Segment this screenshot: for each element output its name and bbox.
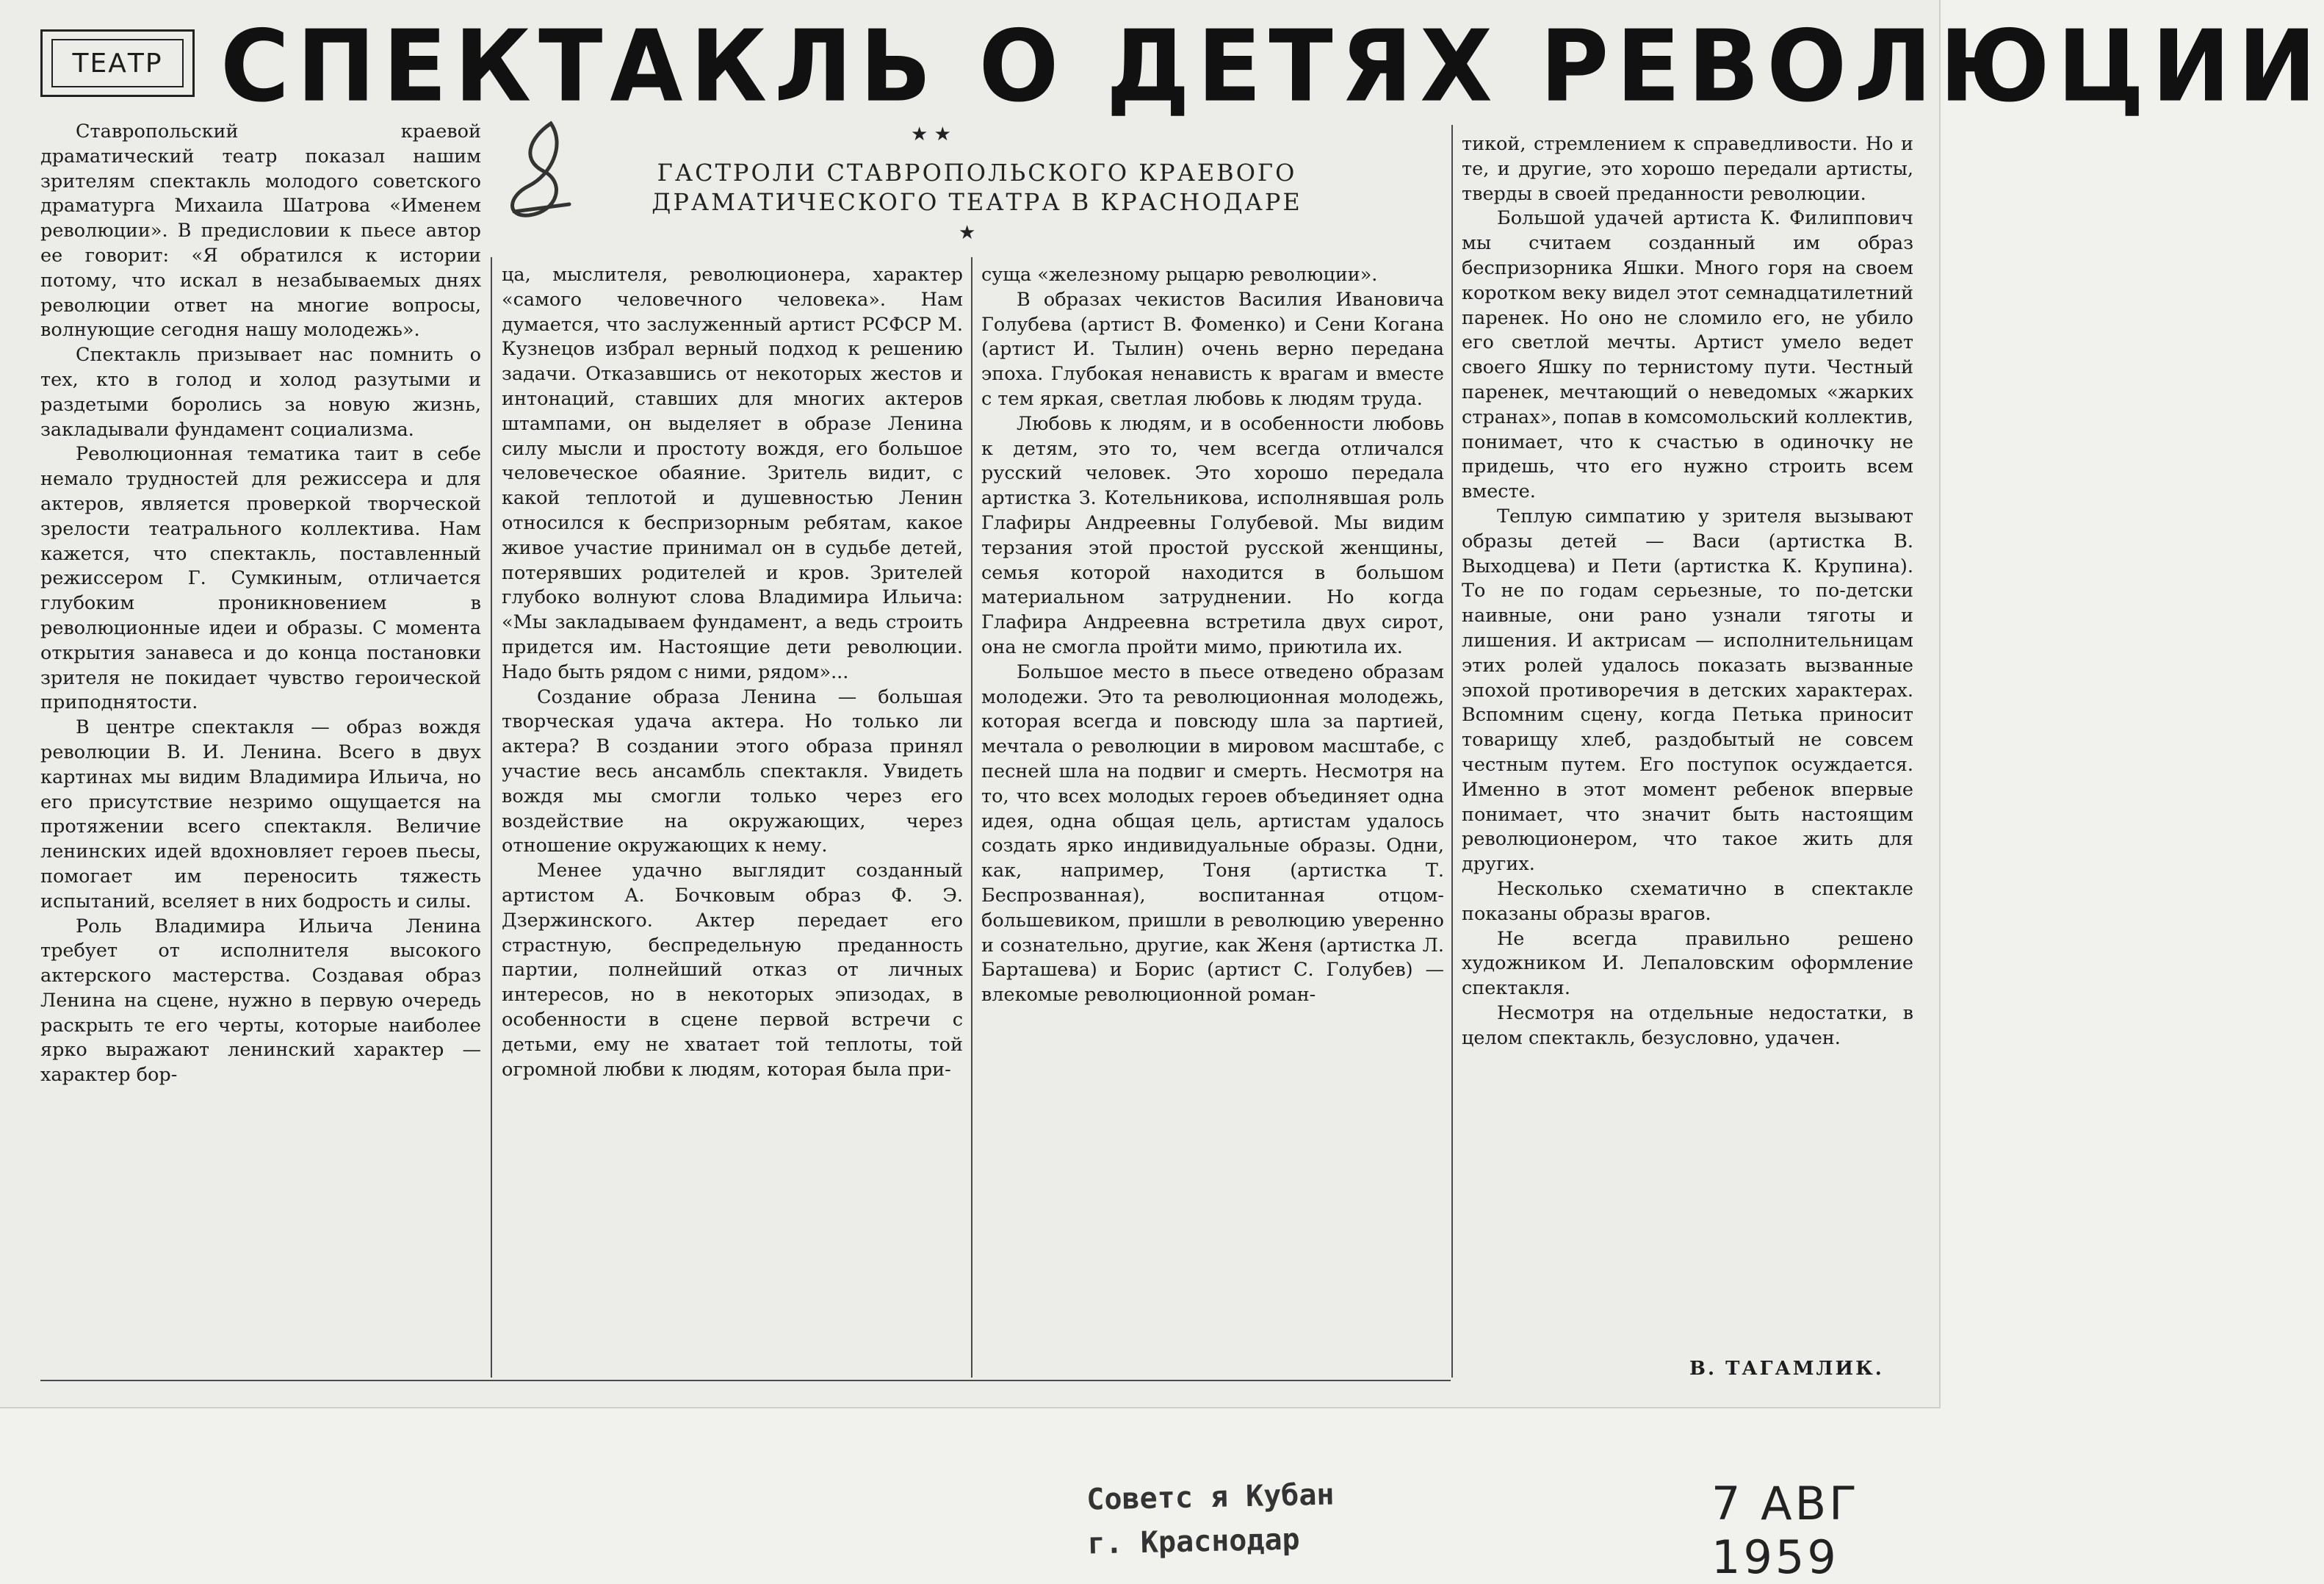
paragraph: Менее удачно выглядит созданный артистом А. Бочковым образ Ф. Э. Дзержинского. Актер передает его страстную, беспредельную преданность партии, полнейший отказ от личных интересов, но в некоторых эпизодах, в особенности в сцене первой встречи с детьми, ему не хватает той теплоты, той огромной любви к людям, которая была при- bbox=[502, 860, 963, 1081]
rubric-label: ТЕАТР bbox=[51, 39, 184, 87]
paragraph: В центре спектакля — образ вождя революции В. И. Ленина. Всего в двух картинах мы видим Владимира Ильича, но его присутствие незримо ощущается на протяжении всего спектакля. Величие ленинских идей вдохновляет героев пьесы, помогает им переносить тяжесть испытаний, вселяет в них бодрость и силы. bbox=[40, 716, 481, 912]
column-3 bbox=[981, 263, 1444, 1008]
column-2 bbox=[502, 263, 963, 1082]
paragraph: Большое место в пьесе отведено образам молодежи. Это та революционная молодежь, которая всегда и повсюду шла за партией, мечтала о революции в мировом масштабе, с песней шла на подвиг и смерть. Несмотря на то, что всех молодых героев объединяет одна идея, одна общая цель, артистам удалось создать ярко индивидуальные образы. Одни, как, например, Тоня (артистка Т. Беспрозванная), воспитанная отцом-большевиком, пришли в революцию уверенно и сознательно, другие, как Женя (артистка Л. Барташева) и Борис (артист С. Голубев) — влекомые революционной роман- bbox=[981, 660, 1444, 1007]
paragraph: тикой, стремлением к справедливости. Но и те, и другие, это хорошо передали артисты, тверды в своей преданности революции. bbox=[1462, 133, 1913, 205]
paragraph: Большой удачей артиста К. Филиппович мы считаем созданный им образ беспризорника Яшки. Много горя на своем коротком веку видел этот семнадцатилетний паренек. Но оно не сломило его, не убило его светлой мечты. Артист умело ведет своего Яшку по тернистому пути. Честный паренек, мечтающий о неведомых «жарких странах», попав в комсомольский коллектив, понимает, что к счастью в одиночку не придешь, что его нужно строить всем вместе. bbox=[1462, 207, 1913, 503]
star-ornament-bottom: ★ bbox=[959, 222, 976, 244]
paragraph: Создание образа Ленина — большая творческая удача актера. Но только ли актера? В создании этого образа принял участие весь ансамбль спектакля. Увидеть вождя мы смогли только через его воздействие на окружающих, через отношение окружающих к нему. bbox=[502, 685, 963, 857]
handwritten-date: 7 АВГ 1959 bbox=[1711, 1477, 1860, 1584]
paragraph: Теплую симпатию у зрителя вызывают образы детей — Васи (артистка В. Выходцева) и Пети (артистка К. Крупина). То не по годам серьезные, то по-детски наивные, они рано узнали тяготы и лишения. И актрисам — исполнительницам этих ролей удалось показать вызванные эпохой противоречия в детских характерах. Вспомним сцену, когда Петька приносит товарищу хлеб, раздобытый не совсем честным путем. Его поступок осуждается. Именно в этот момент ребенок впервые понимает, что значит быть настоящим революционером, что такое жить для других. bbox=[1462, 505, 1913, 876]
publication-stamp bbox=[1086, 1472, 1336, 1566]
paragraph: Несмотря на отдельные недостатки, в целом спектакль, безусловно, удачен. bbox=[1462, 1001, 1913, 1049]
paragraph: В образах чекистов Василия Ивановича Голубева (артист В. Фоменко) и Сени Когана (артист И. Тылин) очень верно передана эпоха. Глубокая ненависть к врагам и вместе с тем яркая, светлая любовь к людям труда. bbox=[981, 288, 1444, 410]
rubric-box bbox=[40, 29, 195, 97]
stamp-line-1: Советс я Кубан bbox=[1086, 1477, 1335, 1517]
paragraph: Не всегда правильно решено художником И. Лепаловским оформление спектакля. bbox=[1462, 927, 1913, 1000]
column-divider bbox=[491, 257, 492, 1378]
paragraph: Ставропольский краевой драматический театр показал нашим зрителям спектакль молодого советского драматурга Михаила Шатрова «Именем революции». В предисловии к пьесе автор ее говорит: «Я обратился к истории потому, что искал в незабываемых днях революции ответ на многие вопросы, волнующие сегодня нашу молодежь». bbox=[40, 120, 481, 342]
paragraph: Несколько схематично в спектакле показаны образы врагов. bbox=[1462, 877, 1913, 925]
column-1 bbox=[40, 120, 481, 1088]
subheading-line-1: ГАСТРОЛИ СТАВРОПОЛЬСКОГО КРАЕВОГО bbox=[657, 159, 1297, 187]
paragraph: Роль Владимира Ильича Ленина требует от исполнителя высокого актерского мастерства. Создавая образ Ленина на сцене, нужно в первую очередь раскрыть те его черты, которые наиболее ярко выражают ленинский характер — характер бор- bbox=[40, 915, 481, 1087]
column-divider bbox=[1451, 125, 1453, 1378]
paragraph: Спектакль призывает нас помнить о тех, кто в голод и холод разутыми и раздетыми боролись за новую жизнь, закладывали фундамент социализма. bbox=[40, 344, 481, 441]
headline: СПЕКТАКЛЬ О ДЕТЯХ РЕВОЛЮЦИИ bbox=[220, 9, 2324, 125]
column-4 bbox=[1462, 132, 1913, 1051]
paragraph: ца, мыслителя, революционера, характер «самого человечного человека». Нам думается, что заслуженный артист РСФСР М. Кузнецов избрал верный подход к решению задачи. Отказавшись от некоторых жестов и интонаций, ставших для многих актеров штампами, он выделяет в образе Ленина силу мысли и простоту вождя, его большое человеческое обаяние. Зритель видит, с какой теплотой и душевностью Ленин относился к беспризорным ребятам, какое живое участие принимал он в судьбе детей, потерявших родителей и кров. Зрителей глубоко волнуют слова Владимира Ильича: «Мы закладываем фундамент, а ведь строить придется им. Настоящие дети революции. Надо быть рядом с ними, рядом»... bbox=[502, 264, 963, 683]
author-signature: В. ТАГАМЛИК. bbox=[1689, 1358, 1884, 1380]
pencil-mark-icon bbox=[499, 116, 580, 226]
subheading bbox=[610, 158, 1344, 217]
stamp-line-2: г. Краснодар bbox=[1087, 1522, 1301, 1561]
paragraph: Революционная тематика таит в себе немало трудностей для режиссера и для актеров, является проверкой творческой зрелости театрального коллектива. Нам кажется, что спектакль, поставленный режиссером Г. Сумкиным, отличается глубоким проникновением в революционные идеи и образы. С момента открытия занавеса и до конца постановки зрителя не покидает чувство героической приподнятости. bbox=[40, 443, 481, 714]
paragraph: Любовь к людям, и в особенности любовь к детям, это то, чем всегда отличался русский человек. Это хорошо передала артистка З. Котельникова, исполнявшая роль Глафиры Андреевны Голубевой. Мы видим терзания этой простой русской женщины, семья которой находится в большом материальном затруднении. Но когда Глафира Андреевна встретила двух сирот, она не смогла пройти мимо, приютила их. bbox=[981, 412, 1444, 658]
subheading-line-2: ДРАМАТИЧЕСКОГО ТЕАТРА В КРАСНОДАРЕ bbox=[652, 188, 1302, 216]
column-divider bbox=[971, 257, 972, 1378]
bottom-rule bbox=[40, 1380, 1451, 1381]
star-ornament-top: ★ ★ bbox=[911, 123, 951, 145]
paragraph: суща «железному рыцарю революции». bbox=[981, 264, 1378, 286]
